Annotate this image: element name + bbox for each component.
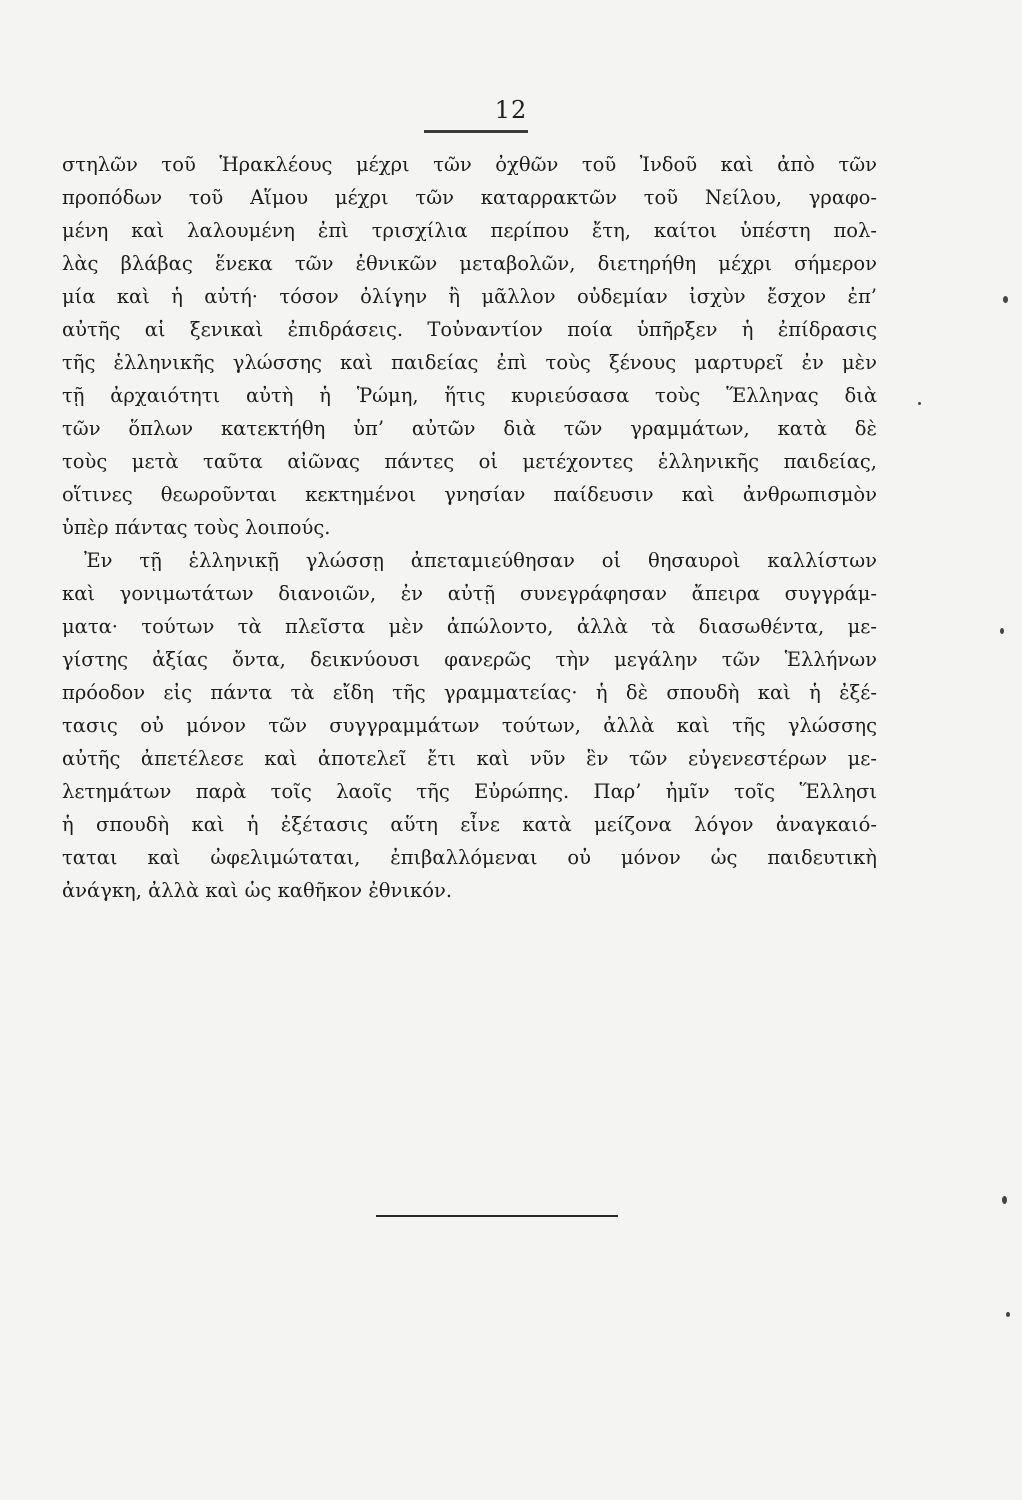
text-line: αὐτῆς αἱ ξενικαὶ ἐπιδράσεις. Τοὐναντίον ποία ὑπῆρξεν ἡ ἐπίδρασις	[62, 318, 877, 341]
text-line: προπόδων τοῦ Αἵμου μέχρι τῶν καταρρακτῶν τοῦ Νείλου, γραφο-	[62, 186, 877, 209]
print-speck	[1003, 296, 1008, 303]
text-line: ταται καὶ ὠφελιμώταται, ἐπιβαλλόμεναι οὐ μόνον ὡς παιδευτικὴ	[62, 846, 877, 869]
text-line: οἵτινες θεωροῦνται κεκτημένοι γνησίαν παίδευσιν καὶ ἀνθρωπισμὸν	[62, 483, 877, 506]
text-line: γίστης ἀξίας ὄντα, δεικνύουσι φανερῶς τὴν μεγάλην τῶν Ἑλλήνων	[62, 648, 877, 671]
text-line: μία καὶ ἡ αὐτή· τόσον ὀλίγην ἢ μᾶλλον οὐδεμίαν ἰσχὺν ἔσχον ἐπ’	[62, 285, 877, 308]
body-text	[62, 148, 877, 907]
print-speck	[918, 402, 921, 405]
text-line: αὐτῆς ἀπετέλεσε καὶ ἀποτελεῖ ἔτι καὶ νῦν ἓν τῶν εὐγενεστέρων με-	[62, 747, 877, 770]
text-line: καὶ γονιμωτάτων διανοιῶν, ἐν αὐτῇ συνεγράφησαν ἄπειρα συγγράμ-	[62, 582, 877, 605]
paragraph-1	[62, 148, 877, 544]
print-speck	[1000, 628, 1004, 634]
page-number-rule	[424, 130, 528, 133]
print-speck	[1006, 1312, 1010, 1317]
text-line: λὰς βλάβας ἕνεκα τῶν ἐθνικῶν μεταβολῶν, διετηρήθη μέχρι σήμερον	[62, 252, 877, 275]
text-line: πρόοδον εἰς πάντα τὰ εἴδη τῆς γραμματείας· ἡ δὲ σπουδὴ καὶ ἡ ἐξέ-	[62, 681, 877, 704]
text-line: τασις οὐ μόνον τῶν συγγραμμάτων τούτων, ἀλλὰ καὶ τῆς γλώσσης	[62, 714, 877, 737]
text-line: ὑπὲρ πάντας τοὺς λοιπούς.	[62, 516, 331, 539]
text-line: λετημάτων παρὰ τοῖς λαοῖς τῆς Εὐρώπης. Παρ’ ἡμῖν τοῖς Ἕλλησι	[62, 780, 877, 803]
print-speck	[1002, 1196, 1007, 1204]
text-line: ἀνάγκη, ἀλλὰ καὶ ὡς καθῆκον ἐθνικόν.	[62, 879, 453, 902]
text-line: ἡ σπουδὴ καὶ ἡ ἐξέτασις αὕτη εἶνε κατὰ μείζονα λόγον ἀναγκαιό-	[62, 813, 877, 836]
paragraph-2	[62, 544, 877, 907]
end-rule	[376, 1215, 618, 1217]
text-line: τῇ ἀρχαιότητι αὐτὴ ἡ Ῥώμη, ἥτις κυριεύσασα τοὺς Ἕλληνας διὰ	[62, 384, 877, 407]
text-line: τῆς ἑλληνικῆς γλώσσης καὶ παιδείας ἐπὶ τοὺς ξένους μαρτυρεῖ ἐν μὲν	[62, 351, 877, 374]
text-line: τῶν ὅπλων κατεκτήθη ὑπ’ αὐτῶν διὰ τῶν γραμμάτων, κατὰ δὲ	[62, 417, 877, 440]
page-number: 12	[494, 96, 528, 124]
text-line: στηλῶν τοῦ Ἡρακλέους μέχρι τῶν ὀχθῶν τοῦ Ἰνδοῦ καὶ ἀπὸ τῶν	[62, 153, 877, 176]
text-line: ματα· τούτων τὰ πλεῖστα μὲν ἀπώλοντο, ἀλλὰ τὰ διασωθέντα, με-	[62, 615, 877, 638]
text-line: μένη καὶ λαλουμένη ἐπὶ τρισχίλια περίπου ἔτη, καίτοι ὑπέστη πολ-	[62, 219, 877, 242]
text-line: τοὺς μετὰ ταῦτα αἰῶνας πάντες οἱ μετέχοντες ἑλληνικῆς παιδείας,	[62, 450, 877, 473]
text-line: Ἐν τῇ ἑλληνικῇ γλώσσῃ ἀπεταμιεύθησαν οἱ θησαυροὶ καλλίστων	[84, 549, 877, 572]
